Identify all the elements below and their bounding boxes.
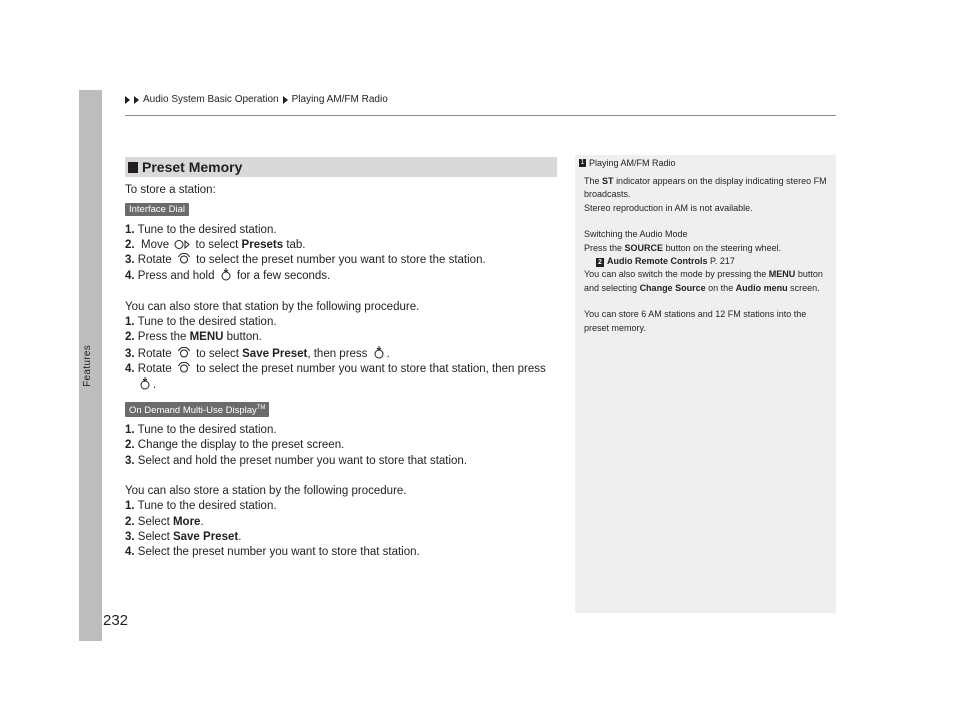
sidebar-text: Press the SOURCE button on the steering wheel. [584, 242, 782, 253]
sidebar-text: You can store 6 AM stations and 12 FM stations into the preset memory. [584, 309, 807, 333]
step: 2. Move to select Presets tab. [125, 238, 306, 251]
side-tab-label: Features [82, 345, 93, 387]
main-content [125, 183, 565, 560]
step: 2. Press the MENU button. [125, 331, 262, 344]
section-square-icon [128, 162, 138, 173]
sidebar-text: The ST indicator appears on the display indicating stereo FM broadcasts. [584, 176, 827, 200]
section-heading [125, 157, 557, 177]
breadcrumb-arrow-icon [134, 96, 139, 104]
step: 4. Select the preset number you want to store that station. [125, 546, 420, 559]
dial-press-icon [373, 346, 385, 359]
dial-press-icon [139, 377, 151, 390]
breadcrumb-arrow-icon [125, 96, 130, 104]
alt-intro-text: You can also store a station by the following procedure. [125, 484, 407, 497]
step: 4. Rotate to select the preset number you want to store that station, then press . [125, 362, 546, 392]
breadcrumb-item: Audio System Basic Operation [143, 94, 279, 105]
alt-intro-text: You can also store that station by the following procedure. [125, 300, 420, 313]
sidebar-note [575, 155, 836, 613]
step: 3. Rotate to select the preset number you want to store the station. [125, 254, 486, 267]
section-title: Preset Memory [142, 159, 243, 175]
reference-marker: 2 [596, 258, 604, 267]
sidebar-text: Stereo reproduction in AM is not available. [584, 202, 753, 213]
breadcrumb-item: Playing AM/FM Radio [291, 94, 388, 105]
dial-rotate-icon [177, 253, 191, 265]
dial-press-icon [220, 268, 232, 281]
page-number: 232 [103, 612, 129, 629]
dial-rotate-icon [177, 347, 191, 359]
step: 3. Rotate to select Save Preset, then press . [125, 347, 390, 360]
step: 4. Press and hold for a few seconds. [125, 270, 331, 283]
step: 3. Select and hold the preset number you want to store that station. [125, 454, 468, 467]
cross-reference-link[interactable]: 2 Audio Remote Controls P. 217 [584, 255, 829, 268]
step: 1. Tune to the desired station. [125, 424, 277, 437]
dial-slide-right-icon [174, 239, 190, 250]
odmd-tag: On Demand Multi-Use Display™ [125, 402, 269, 417]
sidebar-text: Switching the Audio Mode [584, 229, 688, 240]
sidebar-text: You can also switch the mode by pressing the MENU button and selecting Change Source on the Audio menu screen. [584, 269, 823, 293]
step: 2. Select More. [125, 515, 204, 528]
step: 1. Tune to the desired station. [125, 316, 277, 329]
sidebar-title: 1 Playing AM/FM Radio [580, 158, 676, 168]
intro-text: To store a station: [125, 184, 216, 196]
breadcrumb [125, 94, 388, 105]
step: 1. Tune to the desired station. [125, 223, 277, 236]
step: 2. Change the display to the preset screen. [125, 439, 345, 452]
step: 1. Tune to the desired station. [125, 500, 277, 513]
interface-dial-tag: Interface Dial [125, 203, 189, 216]
header-rule [125, 115, 836, 116]
dial-rotate-icon [177, 362, 191, 374]
sidebar-marker: 1 [580, 159, 585, 166]
step: 3. Select Save Preset. [125, 530, 242, 543]
breadcrumb-arrow-icon [283, 96, 288, 104]
